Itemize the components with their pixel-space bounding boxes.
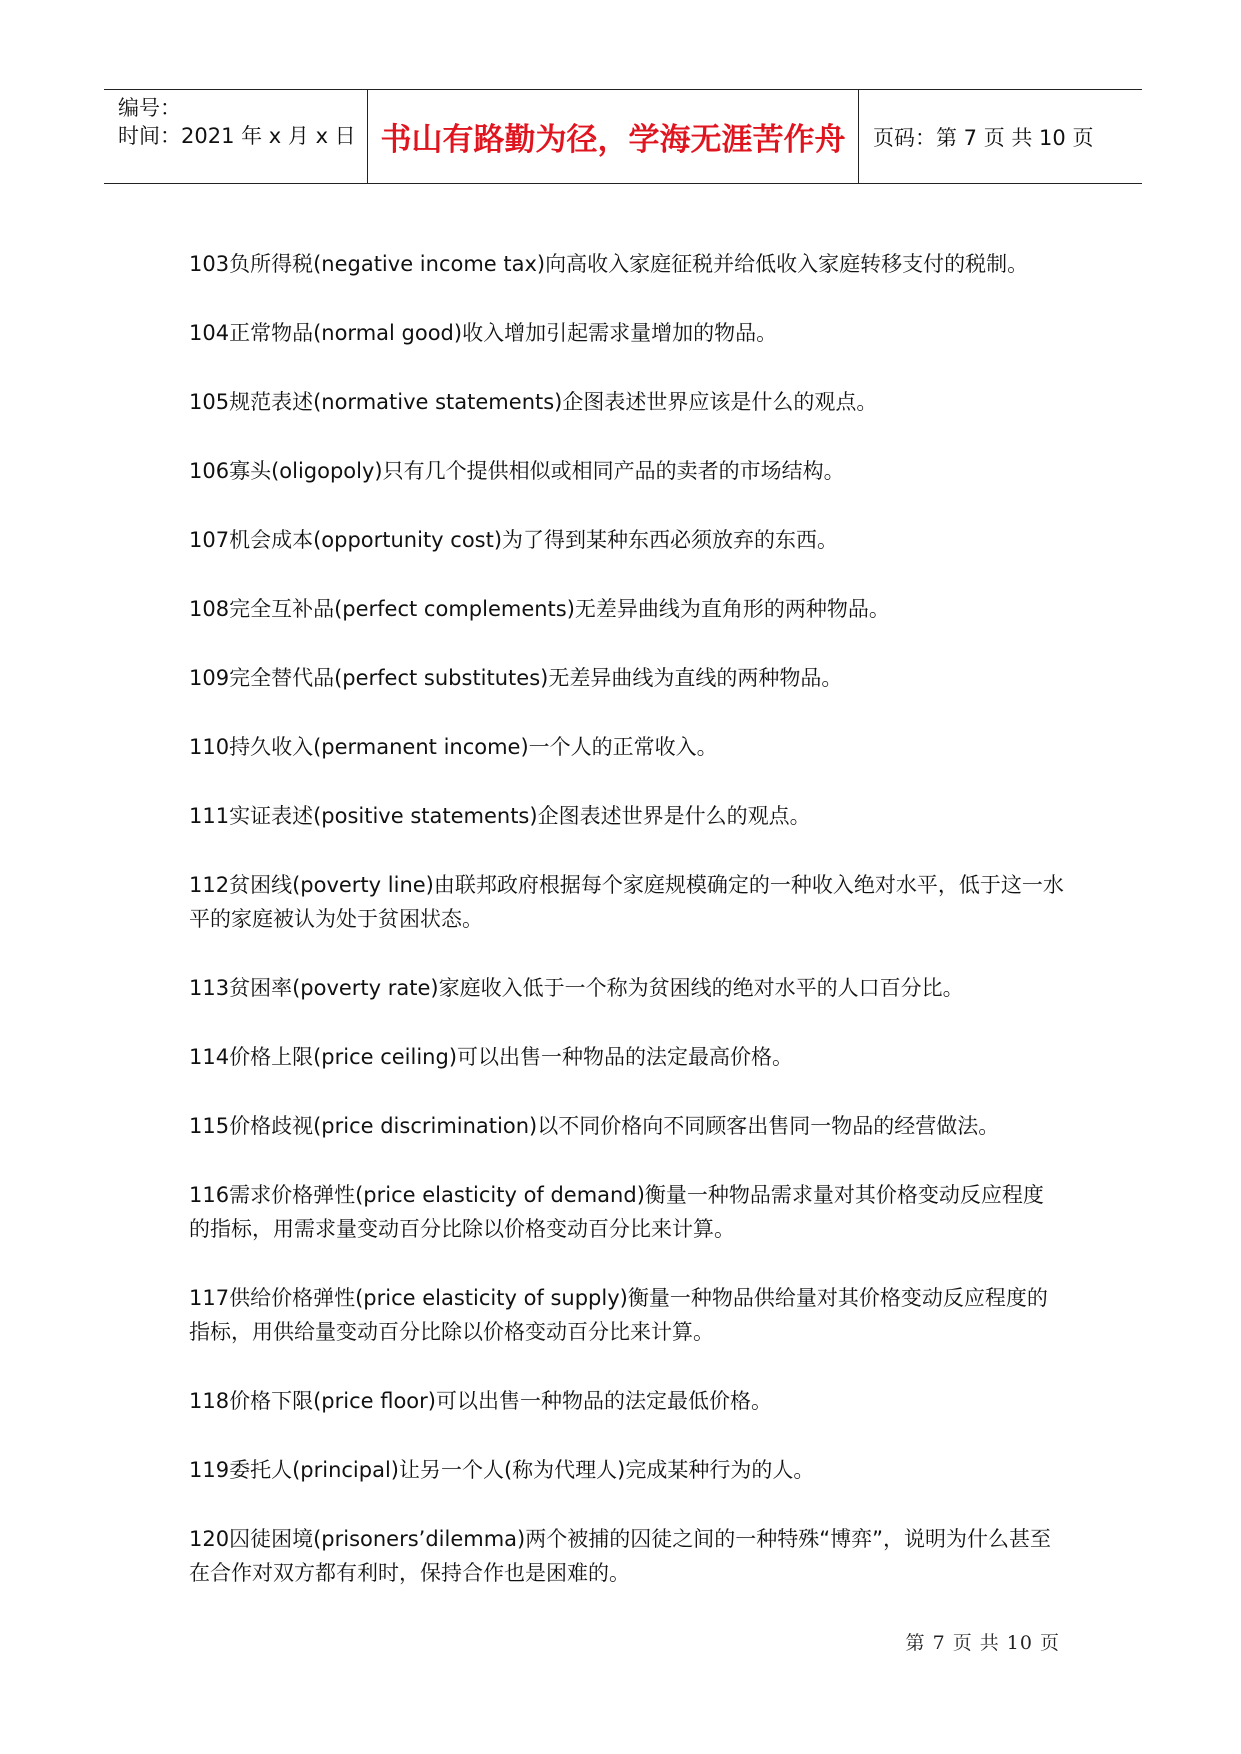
glossary-content <box>189 247 1064 1625</box>
glossary-entry: 107机会成本(opportunity cost)为了得到某种东西必须放弃的东西。 <box>189 528 839 552</box>
page-header <box>104 89 1142 184</box>
glossary-entry: 116需求价格弹性(price elasticity of demand)衡量一种物品需求量对其价格变动反应程度的指标，用需求量变动百分比除以价格变动百分比来计算。 <box>189 1183 1044 1241</box>
glossary-entry: 118价格下限(price floor)可以出售一种物品的法定最低价格。 <box>189 1389 772 1413</box>
glossary-entry: 108完全互补品(perfect complements)无差异曲线为直角形的两种物品。 <box>189 597 890 621</box>
time-label: 时间：2021 年 x 月 x 日 <box>118 124 356 148</box>
glossary-entry: 105规范表述(normative statements)企图表述世界应该是什么的观点。 <box>189 390 878 414</box>
glossary-entry: 111实证表述(positive statements)企图表述世界是什么的观点。 <box>189 804 811 828</box>
header-page-label: 页码：第 7 页 共 10 页 <box>873 125 1094 150</box>
glossary-entry: 114价格上限(price ceiling)可以出售一种物品的法定最高价格。 <box>189 1045 794 1069</box>
glossary-entry: 115价格歧视(price discrimination)以不同价格向不同顾客出售同一物品的经营做法。 <box>189 1114 1000 1138</box>
header-info <box>104 90 368 183</box>
glossary-entry: 103负所得税(negative income tax)向高收入家庭征税并给低收入家庭转移支付的税制。 <box>189 252 1029 276</box>
glossary-entry: 119委托人(principal)让另一个人(称为代理人)完成某种行为的人。 <box>189 1458 815 1482</box>
serial-label: 编号： <box>118 96 181 120</box>
glossary-entry: 110持久收入(permanent income)一个人的正常收入。 <box>189 735 718 759</box>
glossary-entry: 113贫困率(poverty rate)家庭收入低于一个称为贫困线的绝对水平的人口百分比。 <box>189 976 964 1000</box>
header-motto: 书山有路勤为径，学海无涯苦作舟 <box>368 90 859 183</box>
glossary-entry: 106寡头(oligopoly)只有几个提供相似或相同产品的卖者的市场结构。 <box>189 459 845 483</box>
glossary-entry: 109完全替代品(perfect substitutes)无差异曲线为直线的两种物品。 <box>189 666 843 690</box>
glossary-entry: 104正常物品(normal good)收入增加引起需求量增加的物品。 <box>189 321 778 345</box>
glossary-entry: 120囚徒困境(prisoners’dilemma)两个被捕的囚徒之间的一种特殊“博弈”，说明为什么甚至在合作对双方都有利时，保持合作也是困难的。 <box>189 1527 1051 1585</box>
glossary-entry: 117供给价格弹性(price elasticity of supply)衡量一种物品供给量对其价格变动反应程度的指标，用供给量变动百分比除以价格变动百分比来计算。 <box>189 1286 1048 1344</box>
page-footer: 第 7 页 共 10 页 <box>905 1632 1060 1654</box>
glossary-entry: 112贫困线(poverty line)由联邦政府根据每个家庭规模确定的一种收入绝对水平，低于这一水平的家庭被认为处于贫困状态。 <box>189 873 1064 931</box>
